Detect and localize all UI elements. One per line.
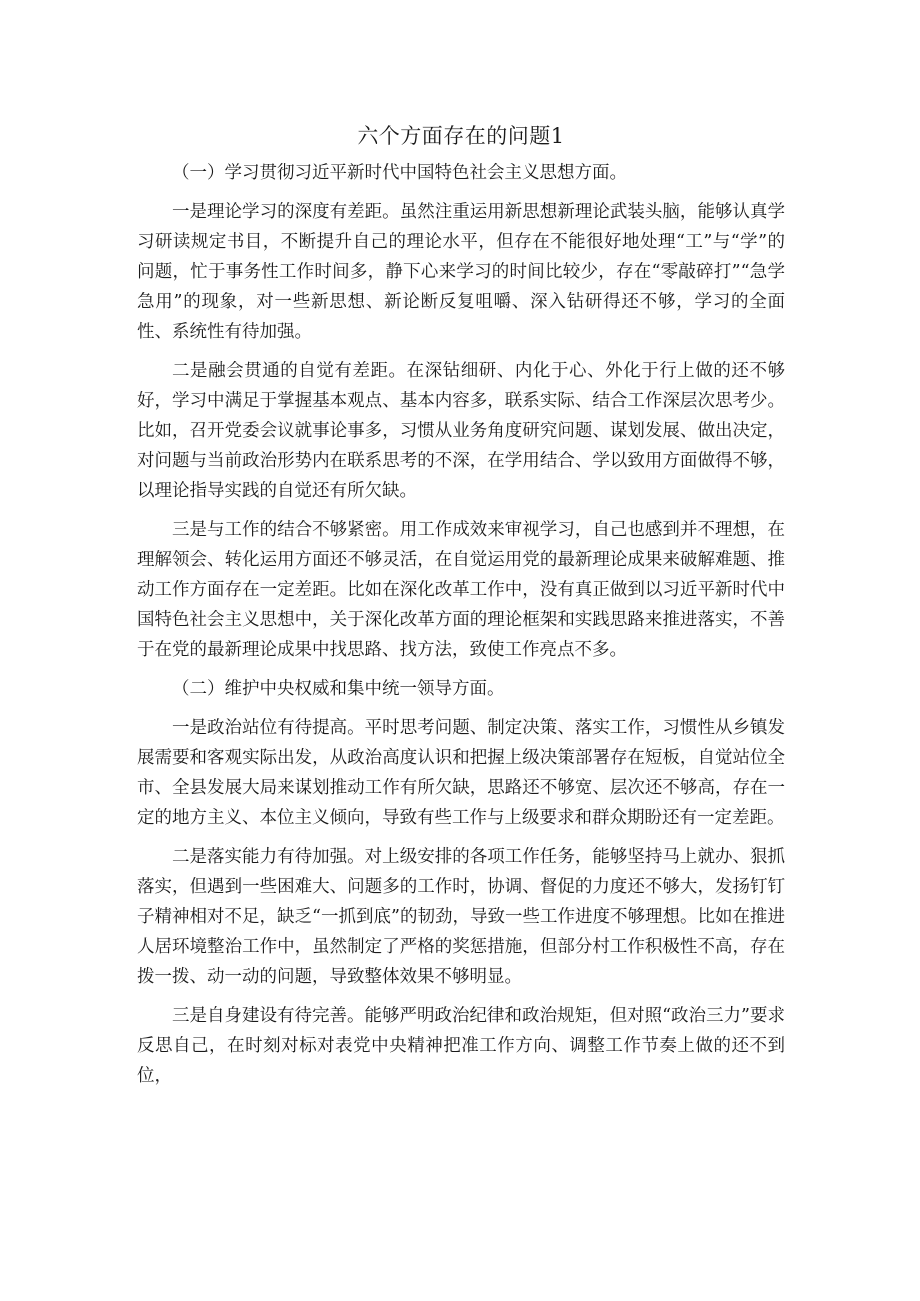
- paragraph-2-1: 一是政治站位有待提高。平时思考问题、制定决策、落实工作，习惯性从乡镇发展需要和客观实际出发，从政治高度认识和把握上级决策部署存在短板，自觉站位全市、全县发展大局来谋划推动工作有所欠缺，思路还不够宽、层次还不够高，存在一定的地方主义、本位主义倾向，导致有些工作与上级要求和群众期盼还有一定差距。: [137, 718, 785, 828]
- paragraph-1-2: 二是融会贯通的自觉有差距。在深钻细研、内化于心、外化于行上做的还不够好，学习中满足于掌握基本观点、基本内容多，联系实际、结合工作深层次思考少。比如，召开党委会议就事论事多，习惯从业务角度研究问题、谋划发展、做出决定，对问题与当前政治形势内在联系思考的不深，在学用结合、学以致用方面做得不够，以理论指导实践的自觉还有所欠缺。: [137, 361, 785, 501]
- paragraph-1-1: 一是理论学习的深度有差距。虽然注重运用新思想新理论武装头脑，能够认真学习研读规定书目，不断提升自己的理论水平，但存在不能很好地处理“工”与“学”的问题，忙于事务性工作时间多，静下心来学习的时间比较少，存在“零敲碎打”“急学急用”的现象，对一些新思想、新论断反复咀嚼、深入钻研得还不够，学习的全面性、系统性有待加强。: [137, 202, 785, 342]
- document-body: [137, 120, 785, 1100]
- section-heading-1: （一）学习贯彻习近平新时代中国特色社会主义思想方面。: [172, 163, 627, 183]
- paragraph-1-3: 三是与工作的结合不够紧密。用工作成效来审视学习，自己也感到并不理想，在理解领会、转化运用方面还不够灵活，在自觉运用党的最新理论成果来破解难题、推动工作方面存在一定差距。比如在深化改革工作中，没有真正做到以习近平新时代中国特色社会主义思想中，关于深化改革方面的理论框架和实践思路来推进落实，不善于在党的最新理论成果中找思路、找方法，致使工作亮点不多。: [137, 520, 785, 660]
- document-title: 六个方面存在的问题1: [357, 124, 565, 148]
- section-heading-2: （二）维护中央权威和集中统一领导方面。: [172, 679, 505, 699]
- paragraph-2-3: 三是自身建设有待完善。能够严明政治纪律和政治规矩，但对照“政治三力”要求反思自己，在时刻对标对表党中央精神把准工作方向、调整工作节奏上做的还不到位，: [137, 1006, 785, 1086]
- paragraph-2-2: 二是落实能力有待加强。对上级安排的各项工作任务，能够坚持马上就办、狠抓落实，但遇到一些困难大、问题多的工作时，协调、督促的力度还不够大，发扬钉钉子精神相对不足，缺乏“一抓到底”的韧劲，导致一些工作进度不够理想。比如在推进人居环境整治工作中，虽然制定了严格的奖惩措施，但部分村工作积极性不高，存在拨一拨、动一动的问题，导致整体效果不够明显。: [137, 847, 785, 987]
